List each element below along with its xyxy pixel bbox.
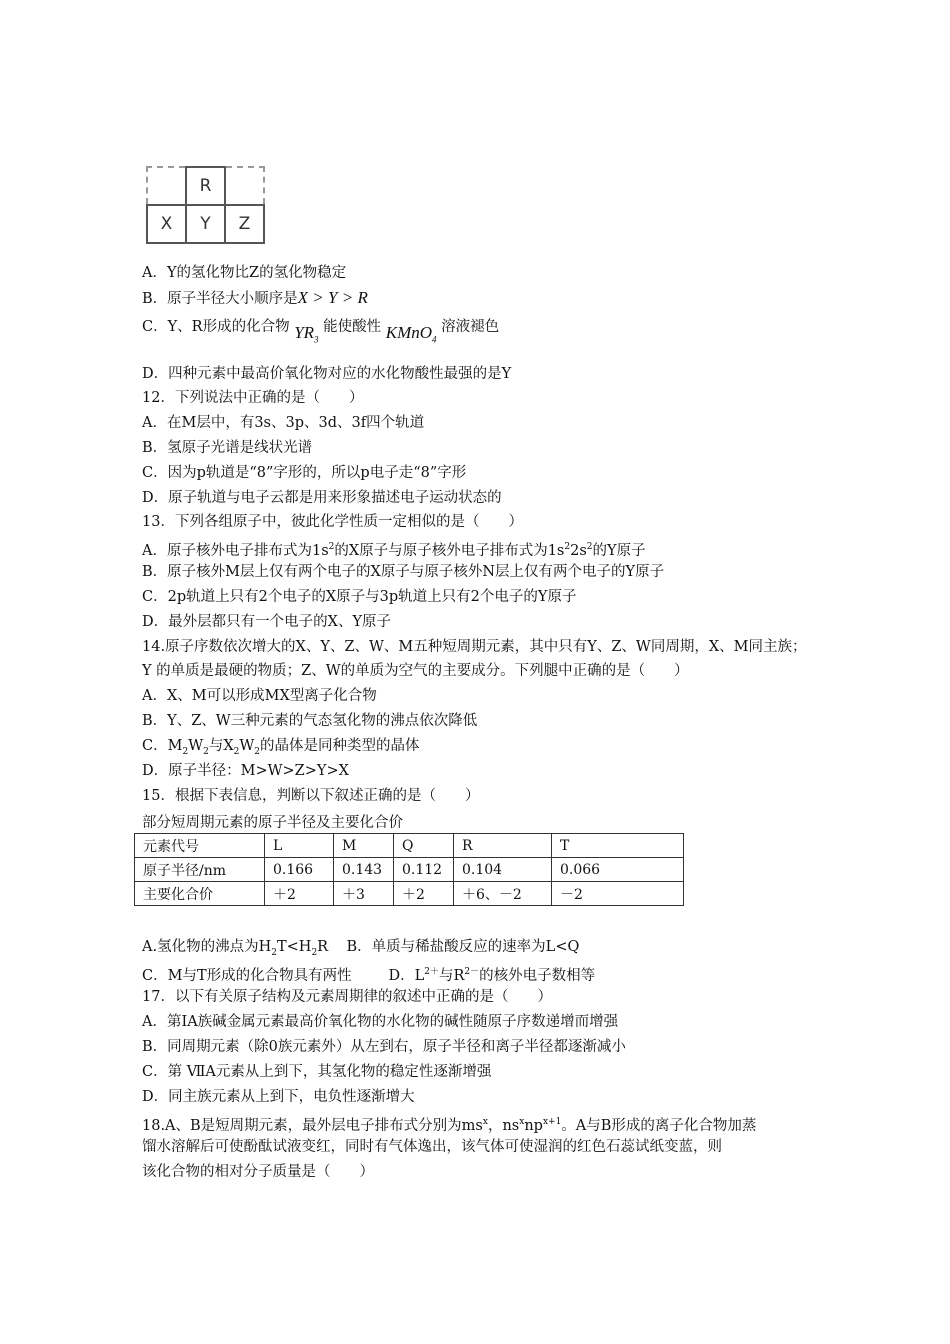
q13-a-text1: A．原子核外电子排布式为1s — [142, 542, 329, 559]
q13-option-c: C．2p轨道上只有2个电子的X原子与3p轨道上只有2个电子的Y原子 — [142, 589, 577, 605]
q18-text1: 18.A、B是短周期元素，最外层电子排布式分别为ms — [142, 1117, 483, 1134]
subscript: 2 — [311, 947, 318, 958]
q14-c-text5: 的晶体是同种类型的晶体 — [260, 738, 420, 754]
q12-option-d: D．原子轨道与电子云都是用来形象描述电子运动状态的 — [142, 490, 502, 506]
table-cell: 原子半径/nm — [135, 858, 265, 882]
table-cell: 0.143 — [334, 858, 394, 882]
q13-a-text3: 2s — [570, 542, 587, 559]
subscript: 2 — [254, 746, 261, 757]
superscript: x — [482, 1117, 488, 1127]
q13-a-text2: 的X原子与原子核外电子排布式为1s — [334, 542, 565, 559]
table-cell: Q — [394, 834, 454, 858]
element-info-table — [134, 833, 684, 906]
q15-option-c: C．M与T形成的化合物具有两性 — [142, 967, 352, 984]
q14-option-d: D．原子半径：M>W>Z>Y>X — [142, 763, 349, 779]
q11-c-text2: 能使酸性 — [323, 319, 382, 335]
q14-option-b: B．Y、Z、W三种元素的气态氢化物的沸点依次降低 — [142, 713, 478, 729]
subscript: 3 — [314, 334, 319, 345]
q14-stem-line1: 14.原子序数依次增大的X、Y、Z、W、M五种短周期元素，其中只有Y、Z、W同周期，X、M同主族； — [142, 639, 807, 655]
q15-d-text2: 与R — [439, 967, 465, 984]
subscript: 2 — [182, 746, 189, 757]
q15-d-text1: D．L — [388, 967, 425, 984]
table-cell: 0.066 — [552, 858, 684, 882]
q15-options-cd — [142, 962, 595, 986]
q17-option-a: A．第IA族碱金属元素最高价氧化物的水化物的碱性随原子序数递增而增强 — [142, 1014, 619, 1030]
q14-option-c — [142, 736, 420, 762]
q18-line3: 该化合物的相对分子质量是（ ） — [142, 1164, 374, 1180]
q17-stem: 17．以下有关原子结构及元素周期律的叙述中正确的是（ ） — [142, 989, 552, 1005]
table-cell: ＋2 — [394, 882, 454, 906]
table-cell: ＋2 — [265, 882, 334, 906]
q12-option-c: C．因为p轨道是“8”字形的，所以p电子走“8”字形 — [142, 465, 467, 481]
q11-c-text3: 溶液褪色 — [441, 319, 500, 335]
q13-option-a — [142, 537, 646, 561]
compound-yr: YR — [294, 323, 315, 342]
q14-c-text4: W — [239, 738, 255, 754]
q11-option-a: A．Y的氢化物比Z的氢化物稳定 — [142, 265, 347, 281]
grid-cell — [147, 167, 186, 205]
q13-option-b: B．原子核外M层上仅有两个电子的X原子与原子核外N层上仅有两个电子的Y原子 — [142, 564, 665, 580]
q18-line2: 馏水溶解后可使酚酞试液变红，同时有气体逸出，该气体可使湿润的红色石蕊试纸变蓝，则 — [142, 1139, 722, 1155]
superscript: 2－ — [464, 967, 480, 977]
q18-text3: np — [524, 1117, 543, 1134]
q14-option-a: A．X、M可以形成MX型离子化合物 — [142, 688, 377, 704]
table-cell: M — [334, 834, 394, 858]
q17-option-b: B．同周期元素（除0族元素外）从左到右，原子半径和离子半径都逐渐减小 — [142, 1039, 626, 1055]
q17-option-d: D．同主族元素从上到下，电负性逐渐增大 — [142, 1089, 415, 1105]
reagent-kmno: KMnO — [385, 323, 433, 342]
q15-a-text3: R — [317, 939, 329, 955]
subscript: 4 — [432, 334, 437, 345]
q12-option-a: A．在M层中，有3s、3p、3d、3f四个轨道 — [142, 415, 425, 431]
q14-c-text3: 与X — [208, 738, 234, 754]
q11-option-d: D．四种元素中最高价氧化物对应的水化物酸性最强的是Y — [142, 366, 512, 382]
superscript: x — [519, 1117, 525, 1127]
grid-cell-x: X — [147, 205, 186, 243]
q15-a-text1: A.氢化物的沸点为H — [142, 939, 272, 955]
table-cell: 0.104 — [454, 858, 552, 882]
table-cell: 元素代号 — [135, 834, 265, 858]
q11-option-b — [142, 288, 368, 309]
table-cell: R — [454, 834, 552, 858]
q15-stem: 15．根据下表信息，判断以下叙述正确的是（ ） — [142, 788, 480, 804]
q11-c-text: C．Y、R形成的化合物 — [142, 319, 290, 335]
table-title: 部分短周期元素的原子半径及主要化合价 — [142, 815, 403, 831]
q18-line1 — [142, 1112, 756, 1136]
grid-cell — [225, 167, 264, 205]
subscript: 2 — [233, 746, 240, 757]
superscript: 2 — [586, 542, 593, 552]
table-row — [135, 834, 684, 858]
q15-d-text3: 的核外电子数相等 — [479, 967, 596, 984]
grid-cell-y: Y — [186, 205, 225, 243]
grid-cell-z: Z — [225, 205, 264, 243]
q11-b-text: B．原子半径大小顺序是 — [142, 291, 298, 307]
q11-c-compound — [294, 323, 319, 345]
subscript: 2 — [203, 746, 209, 757]
q12-stem: 12．下列说法中正确的是（ ） — [142, 390, 364, 406]
q15-options-ab — [142, 937, 579, 963]
table-row — [135, 858, 684, 882]
q14-c-text1: C．M — [142, 738, 183, 754]
table-cell: 0.112 — [394, 858, 454, 882]
q15-option-b: B．单质与稀盐酸反应的速率为L<Q — [346, 939, 580, 955]
table-row — [135, 882, 684, 906]
q14-stem-line2: Y 的单质是最硬的物质；Z、W的单质为空气的主要成分。下列腿中正确的是（ ） — [142, 663, 689, 679]
q18-text2: ，ns — [487, 1117, 520, 1134]
q17-option-c: C．第 ⅦA元素从上到下，其氢化物的稳定性逐渐增强 — [142, 1064, 492, 1080]
q11-b-math: X > Y > R — [297, 288, 368, 307]
grid-cell-r: R — [186, 167, 225, 205]
q13-stem: 13．下列各组原子中，彼此化学性质一定相似的是（ ） — [142, 514, 523, 530]
table-cell: 主要化合价 — [135, 882, 265, 906]
q18-text4: 。A与B形成的离子化合物加蒸 — [561, 1117, 757, 1134]
table-cell: L — [265, 834, 334, 858]
superscript: 2 — [328, 542, 335, 552]
superscript: x+1 — [542, 1117, 562, 1127]
q14-c-text2: W — [188, 738, 204, 754]
table-cell: ＋6、－2 — [454, 882, 552, 906]
table-cell: T — [552, 834, 684, 858]
superscript: 2 — [564, 542, 571, 552]
table-cell: 0.166 — [265, 858, 334, 882]
superscript: 2＋ — [424, 967, 439, 977]
q11-c-reagent — [385, 323, 437, 345]
q15-a-text2: T<H — [276, 939, 312, 955]
subscript: 2 — [271, 947, 277, 958]
q13-option-d: D．最外层都只有一个电子的X、Y原子 — [142, 614, 392, 630]
q13-a-text4: 的Y原子 — [592, 542, 646, 559]
periodic-table-fragment — [146, 166, 265, 244]
q11-option-c — [142, 316, 500, 345]
q12-option-b: B．氢原子光谱是线状光谱 — [142, 440, 313, 456]
table-cell: －2 — [552, 882, 684, 906]
table-cell: ＋3 — [334, 882, 394, 906]
